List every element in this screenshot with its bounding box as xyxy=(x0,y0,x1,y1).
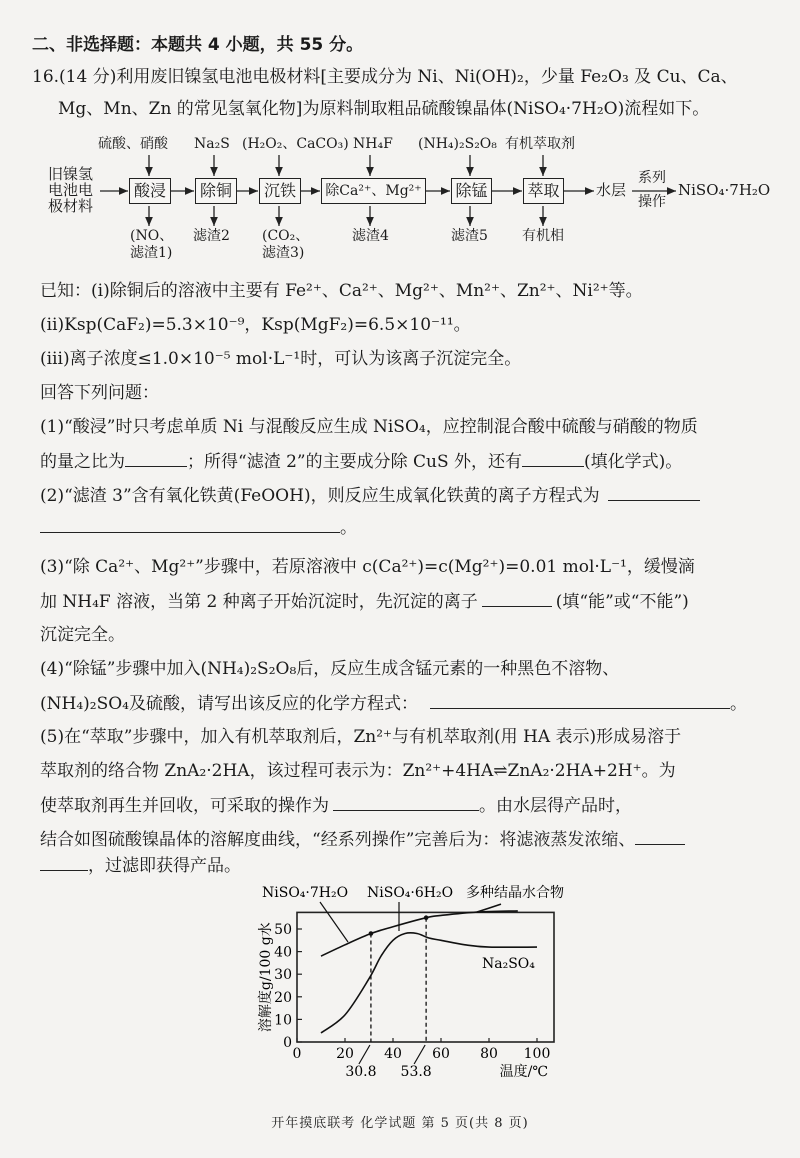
flow-product: NiSO₄·7H₂O xyxy=(678,181,771,199)
q3-line3: 沉淀完全。 xyxy=(40,625,125,645)
page-footer: 开年摸底联考 化学试题 第 5 页(共 8 页) xyxy=(271,1116,529,1131)
q4-line1: (4)“除锰”步骤中加入(NH₄)₂S₂O₈后，反应生成含锰元素的一种黑色不溶物、 xyxy=(40,659,620,679)
y-tick-label: 40 xyxy=(274,944,292,961)
flow-reagent: Na₂S xyxy=(194,136,230,152)
flow-waste: 滤渣5 xyxy=(451,228,488,244)
q5-line5 xyxy=(40,854,241,877)
q4-text: 。 xyxy=(730,694,747,714)
x-tick-label: 100 xyxy=(523,1046,551,1062)
x-tick-label: 60 xyxy=(432,1046,450,1062)
q4-answer-blank[interactable] xyxy=(430,692,730,709)
flow-source-line: 极材料 xyxy=(48,197,94,215)
known-i: 已知：(ⅰ)除铜后的溶液中主要有 Fe²⁺、Ca²⁺、Mg²⁺、Mn²⁺、Zn²⁺、Ni²⁺等。 xyxy=(40,281,643,301)
marker-label: 53.8 xyxy=(400,1064,432,1080)
marker-label: 30.8 xyxy=(345,1064,377,1080)
flow-step-acid-leach: 酸浸 xyxy=(129,178,171,204)
flow-step-precipitate-iron: 沉铁 xyxy=(259,178,301,204)
q5-line4 xyxy=(40,828,685,851)
curve-label-na2so4: Na₂SO₄ xyxy=(482,956,535,972)
intro-text-1: 利用废旧镍氢电池电极材料[主要成分为 Ni、Ni(OH)₂，少量 Fe₂O₃ 及 Cu、Ca、 xyxy=(116,67,738,87)
flow-step-remove-manganese: 除锰 xyxy=(451,178,492,204)
x-tick-label: 40 xyxy=(384,1046,402,1062)
y-tick-label: 20 xyxy=(274,989,292,1006)
flow-reagent: (H₂O₂、CaCO₃) xyxy=(242,136,349,152)
q5-line1: (5)在“萃取”步骤中，加入有机萃取剂后，Zn²⁺与有机萃取剂(用 HA 表示)形成易溶于 xyxy=(40,727,682,747)
q4-text: (NH₄)₂SO₄及硫酸，请写出该反应的化学方程式： xyxy=(40,694,418,714)
y-tick-label: 0 xyxy=(283,1035,292,1051)
curve-label-leader xyxy=(320,902,348,942)
marker-point xyxy=(424,915,429,920)
curve-label-nisO4-6h2o: NiSO₄·6H₂O xyxy=(367,885,454,901)
q3-answer-blank[interactable] xyxy=(482,590,552,607)
flow-aqueous-layer: 水层 xyxy=(596,181,627,199)
q5-answer-blank-3[interactable] xyxy=(40,854,88,871)
flow-step-remove-ca-mg: 除Ca²⁺、Mg²⁺ xyxy=(321,178,426,204)
q5-answer-blank-2[interactable] xyxy=(635,828,685,845)
flow-waste-line: 滤渣1) xyxy=(130,245,173,261)
q4-line2 xyxy=(40,692,747,715)
q5-line2: 萃取剂的络合物 ZnA₂·2HA，该过程可表示为：Zn²⁺+4HA⇌ZnA₂·2HA+2H⁺。为 xyxy=(40,761,676,781)
q2-line1 xyxy=(40,484,700,507)
q1-answer-blank-1[interactable] xyxy=(125,450,187,467)
q5-text: 使萃取剂再生并回收，可采取的操作为 xyxy=(40,796,329,816)
flow-step-extraction: 萃取 xyxy=(523,178,564,204)
flow-waste-line: (CO₂、 xyxy=(262,228,310,244)
q5-text: 结合如图硫酸镍晶体的溶解度曲线，“经系列操作”完善后为：将滤液蒸发浓缩、 xyxy=(40,830,636,850)
flow-waste: 有机相 xyxy=(522,228,564,244)
marker-arrow xyxy=(359,1045,370,1064)
y-tick-label: 10 xyxy=(274,1012,292,1029)
q1-answer-blank-2[interactable] xyxy=(522,450,584,467)
flow-waste: 滤渣2 xyxy=(193,228,230,244)
flow-source xyxy=(48,166,93,214)
series-na2so4 xyxy=(321,933,537,1033)
flow-operation-bottom: 操作 xyxy=(638,194,666,210)
x-axis-label: 温度/℃ xyxy=(499,1064,548,1080)
x-tick-label: 20 xyxy=(336,1046,354,1062)
question-score: (14 分) xyxy=(59,67,117,87)
flow-waste-line: 滤渣3) xyxy=(262,245,305,261)
q2-text: (2)“滤渣 3”含有氧化铁黄(FeOOH)，则反应生成氧化铁黄的离子方程式为 xyxy=(40,486,600,506)
q3-text: 加 NH₄F 溶液，当第 2 种离子开始沉淀时，先沉淀的离子 xyxy=(40,592,478,612)
q5-text: ，过滤即获得产品。 xyxy=(88,856,241,876)
y-axis-label: 溶解度g/100 g水 xyxy=(258,922,274,1033)
flow-waste: 滤渣4 xyxy=(352,228,389,244)
solubility-chart xyxy=(0,880,800,1100)
q1-text: 的量之比为 xyxy=(40,452,125,472)
flow-operation-top: 系列 xyxy=(638,170,666,186)
q2-answer-blank-1[interactable] xyxy=(608,484,700,501)
flow-reagent: 有机萃取剂 xyxy=(505,136,575,152)
marker-point xyxy=(369,931,374,936)
q2-answer-blank-2[interactable] xyxy=(40,516,340,533)
flow-waste xyxy=(130,228,173,262)
curve-label-hydrates: 多种结晶水合物 xyxy=(466,885,564,901)
curve-label-nisO4-7h2o: NiSO₄·7H₂O xyxy=(262,885,349,901)
q3-line1: (3)“除 Ca²⁺、Mg²⁺”步骤中，若原溶液中 c(Ca²⁺)=c(Mg²⁺)=0.01 mol·L⁻¹，缓慢滴 xyxy=(40,557,695,577)
flow-reagent: (NH₄)₂S₂O₈ xyxy=(418,136,497,152)
question-number: 16. xyxy=(32,67,60,87)
flow-reagent: 硫酸、硝酸 xyxy=(98,136,168,152)
flow-source-line: 旧镍氢 xyxy=(48,165,94,183)
question-intro-line1 xyxy=(32,66,738,88)
q3-text: (填“能”或“不能”) xyxy=(555,592,689,612)
flow-waste xyxy=(262,228,309,262)
known-iii: (ⅲ)离子浓度≤1.0×10⁻⁵ mol·L⁻¹时，可认为该离子沉淀完全。 xyxy=(40,349,522,369)
q5-answer-blank-1[interactable] xyxy=(333,794,479,811)
q1-line2 xyxy=(40,450,682,473)
intro-text-2: Mg、Mn、Zn 的常见氢氧化物]为原料制取粗品硫酸镍晶体(NiSO₄·7H₂O)流程如下。 xyxy=(58,99,710,119)
section-heading: 二、非选择题：本题共 4 小题，共 55 分。 xyxy=(32,35,364,55)
answer-prompt: 回答下列问题： xyxy=(40,383,159,403)
flow-source-line: 电池电 xyxy=(48,181,94,199)
q1-line1: (1)“酸浸”时只考虑单质 Ni 与混酸反应生成 NiSO₄，应控制混合酸中硫酸与硝酸的物质 xyxy=(40,417,698,437)
q5-text: 。由水层得产品时， xyxy=(479,796,632,816)
marker-arrow xyxy=(414,1045,425,1064)
q1-text: ；所得“滤渣 2”的主要成分除 CuS 外，还有 xyxy=(187,452,523,472)
y-tick-label: 30 xyxy=(274,967,292,984)
q5-line3 xyxy=(40,794,632,817)
process-flowchart xyxy=(0,130,800,270)
y-tick-label: 50 xyxy=(274,922,292,938)
q2-line2 xyxy=(40,516,357,539)
x-tick-label: 0 xyxy=(292,1046,302,1062)
flow-waste-line: (NO、 xyxy=(130,228,174,244)
x-tick-label: 80 xyxy=(480,1046,498,1062)
q3-line2 xyxy=(40,590,689,613)
q1-text: (填化学式)。 xyxy=(584,452,683,472)
flow-reagent: NH₄F xyxy=(353,136,393,152)
q2-text: 。 xyxy=(340,518,357,538)
known-ii: (ⅱ)Ksp(CaF₂)=5.3×10⁻⁹，Ksp(MgF₂)=6.5×10⁻¹¹。 xyxy=(40,315,471,335)
flow-step-remove-copper: 除铜 xyxy=(195,178,237,204)
